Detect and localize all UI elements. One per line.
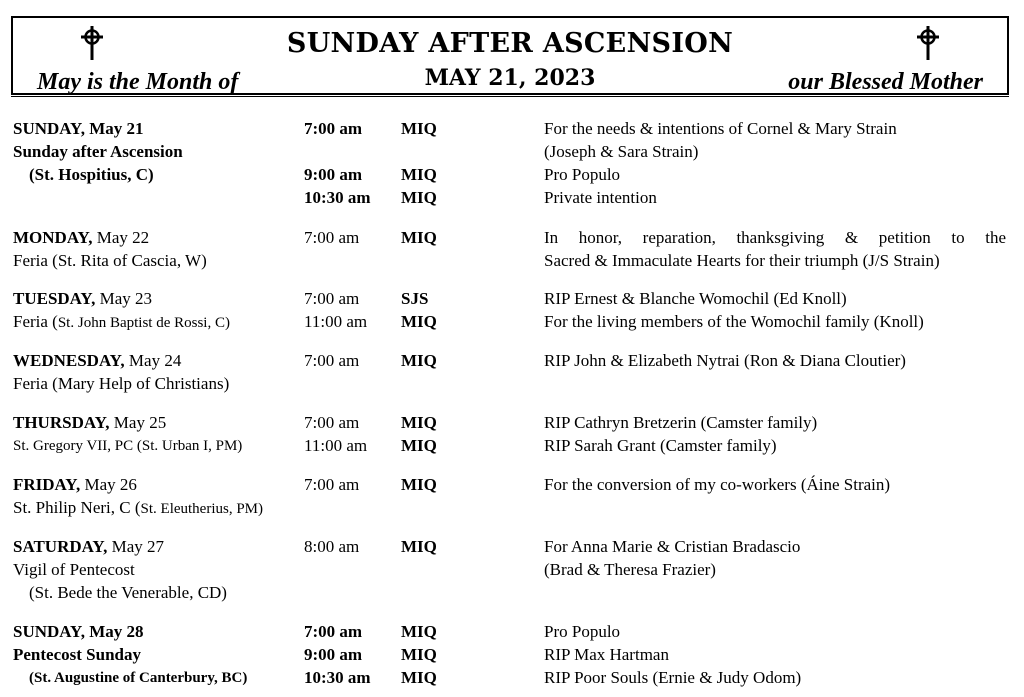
mass-intention: RIP Sarah Grant (Camster family) bbox=[544, 436, 777, 455]
mass-intention: Private intention bbox=[544, 188, 657, 207]
day-feast: Feria (Mary Help of Christians) bbox=[13, 374, 230, 393]
mass-location: MIQ bbox=[401, 622, 437, 641]
mass-time: 7:00 am bbox=[304, 228, 360, 247]
mass-intention: RIP John & Elizabeth Nytrai (Ron & Diana Cloutier) bbox=[544, 351, 906, 370]
day-commemoration: (St. Hospitius, C) bbox=[29, 165, 154, 184]
tagline-right: our Blessed Mother bbox=[788, 69, 983, 95]
day-heading: SATURDAY, May 27 bbox=[13, 537, 164, 556]
day-heading: TUESDAY, May 23 bbox=[13, 289, 153, 308]
mass-location: MIQ bbox=[401, 312, 437, 331]
mass-location: MIQ bbox=[401, 413, 437, 432]
mass-intention: For Anna Marie & Cristian Bradascio bbox=[544, 537, 801, 556]
mass-intention: For the conversion of my co-workers (Áine Strain) bbox=[544, 475, 891, 494]
mass-time: 7:00 am bbox=[304, 413, 360, 432]
page-date: MAY 21, 2023 bbox=[424, 65, 596, 91]
page-title: SUNDAY AFTER ASCENSION bbox=[286, 28, 734, 59]
mass-time: 7:00 am bbox=[304, 475, 360, 494]
mass-location: MIQ bbox=[401, 436, 437, 455]
mass-time: 9:00 am bbox=[304, 165, 363, 184]
mass-time: 7:00 am bbox=[304, 289, 360, 308]
mass-intention: Sacred & Immaculate Hearts for their triumph (J/S Strain) bbox=[544, 251, 940, 270]
mass-time: 9:00 am bbox=[304, 645, 363, 664]
mass-location: MIQ bbox=[401, 537, 437, 556]
mass-time: 7:00 am bbox=[304, 622, 363, 641]
mass-time: 10:30 am bbox=[304, 668, 371, 687]
mass-intention: (Brad & Theresa Frazier) bbox=[544, 560, 716, 579]
day-feast: Feria (St. John Baptist de Rossi, C) bbox=[13, 312, 230, 331]
day-feast: St. Gregory VII, PC (St. Urban I, PM) bbox=[13, 438, 243, 454]
day-heading: SUNDAY, May 28 bbox=[13, 622, 144, 641]
mass-location: MIQ bbox=[401, 188, 437, 207]
mass-location: MIQ bbox=[401, 228, 437, 247]
mass-intention: Pro Populo bbox=[544, 622, 621, 641]
mass-intention: RIP Cathryn Bretzerin (Camster family) bbox=[544, 413, 818, 432]
day-feast: Pentecost Sunday bbox=[13, 645, 141, 664]
header-box bbox=[11, 16, 1009, 95]
mass-time: 10:30 am bbox=[304, 188, 371, 207]
mass-intention: RIP Poor Souls (Ernie & Judy Odom) bbox=[544, 668, 802, 687]
day-heading: MONDAY, May 22 bbox=[13, 228, 150, 247]
mass-location: MIQ bbox=[401, 119, 437, 138]
day-feast: Vigil of Pentecost bbox=[13, 560, 135, 579]
mass-time: 11:00 am bbox=[304, 312, 368, 331]
day-commemoration: (St. Augustine of Canterbury, BC) bbox=[29, 670, 248, 686]
mass-intention: Pro Populo bbox=[544, 165, 621, 184]
day-heading: THURSDAY, May 25 bbox=[13, 413, 167, 432]
mass-time: 8:00 am bbox=[304, 537, 360, 556]
mass-location: MIQ bbox=[401, 668, 437, 687]
day-feast: Sunday after Ascension bbox=[13, 142, 183, 161]
mass-intention: For the living members of the Womochil family (Knoll) bbox=[544, 312, 924, 331]
mass-time: 7:00 am bbox=[304, 351, 360, 370]
mass-intention: For the needs & intentions of Cornel & Mary Strain bbox=[544, 119, 897, 138]
day-heading: FRIDAY, May 26 bbox=[13, 475, 137, 494]
day-feast: St. Philip Neri, C (St. Eleutherius, PM) bbox=[13, 498, 264, 517]
mass-intention: In honor, reparation, thanksgiving & petition to the bbox=[544, 228, 1006, 247]
mass-location: MIQ bbox=[401, 475, 437, 494]
day-commemoration: (St. Bede the Venerable, CD) bbox=[29, 583, 227, 602]
mass-intention: RIP Max Hartman bbox=[544, 645, 669, 664]
mass-time: 11:00 am bbox=[304, 436, 368, 455]
tagline-left: May is the Month of bbox=[37, 69, 239, 95]
mass-location: SJS bbox=[401, 289, 429, 308]
day-heading: WEDNESDAY, May 24 bbox=[13, 351, 182, 370]
mass-location: MIQ bbox=[401, 645, 437, 664]
mass-intention: RIP Ernest & Blanche Womochil (Ed Knoll) bbox=[544, 289, 847, 308]
mass-location: MIQ bbox=[401, 165, 437, 184]
mass-location: MIQ bbox=[401, 351, 437, 370]
mass-time: 7:00 am bbox=[304, 119, 363, 138]
header-divider bbox=[11, 96, 1009, 97]
mass-intention: (Joseph & Sara Strain) bbox=[544, 142, 699, 161]
day-feast: Feria (St. Rita of Cascia, W) bbox=[13, 251, 207, 270]
day-heading: SUNDAY, May 21 bbox=[13, 119, 144, 138]
